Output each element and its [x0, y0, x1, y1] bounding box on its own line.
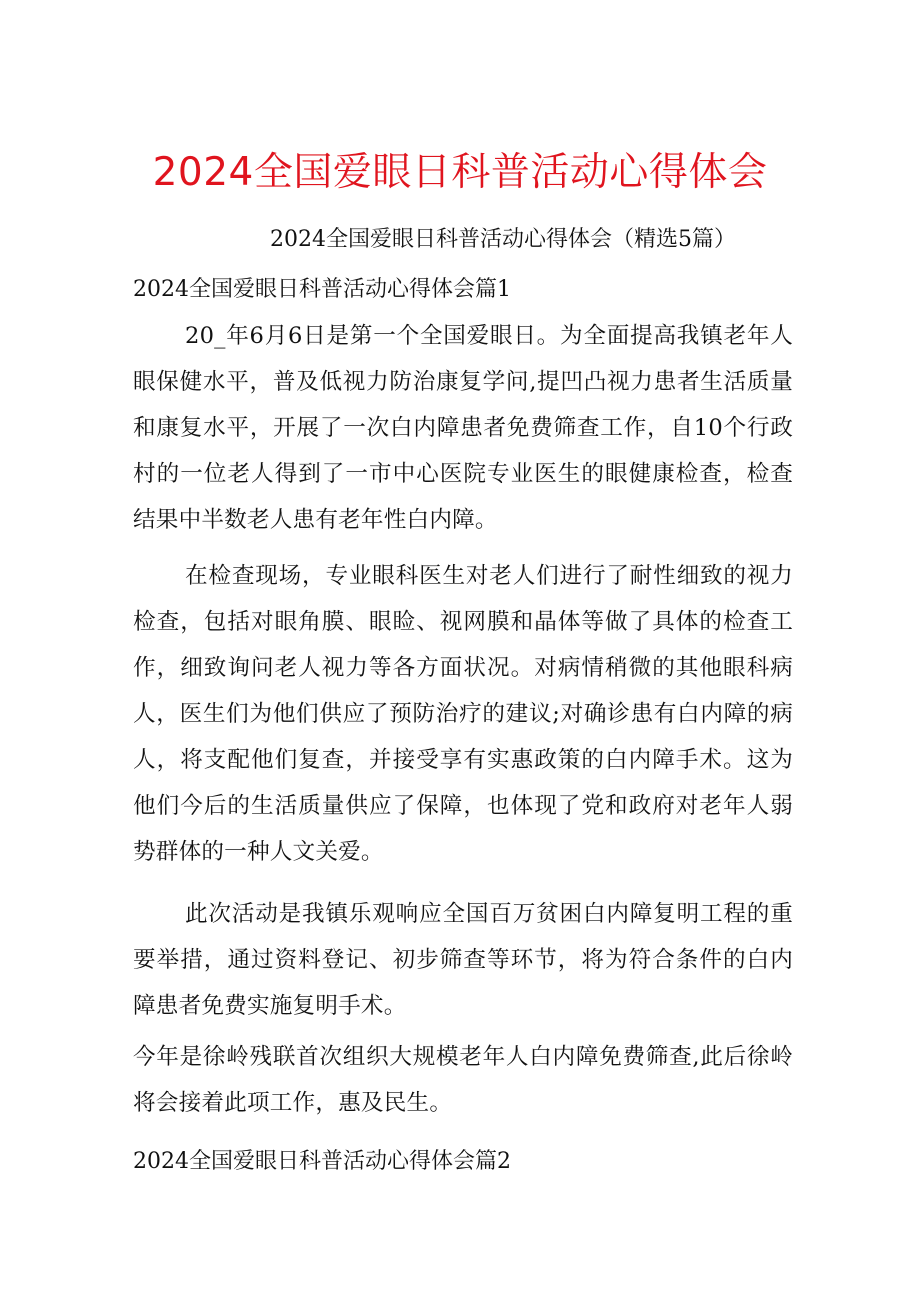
document-title: 2024全国爱眼日科普活动心得体会: [152, 150, 768, 195]
body-paragraph-1: 20_年6月6日是第一个全国爱眼日。为全面提高我镇老年人眼保健水平，普及低视力防治康复学问,提凹凸视力患者生活质量和康复水平，开展了一次白内障患者免费筛查工作，自10个行政村的一位老人得到了一市中心医院专业医生的眼健康检查，检查结果中半数老人患有老年性白内障。: [133, 323, 793, 533]
section-heading-2: 2024全国爱眼日科普活动心得体会篇2: [133, 1149, 511, 1174]
body-paragraph-4: 今年是徐岭残联首次组织大规模老年人白内障免费筛查,此后徐岭将会接着此项工作，惠及民生。: [133, 1044, 793, 1116]
body-paragraph-2: 在检查现场，专业眼科医生对老人们进行了耐性细致的视力检查，包括对眼角膜、眼睑、视网膜和晶体等做了具体的检查工作，细致询问老人视力等各方面状况。对病情稍微的其他眼科病人，医生们为他们供应了预防治疗的建议;对确诊患有白内障的病人，将支配他们复查，并接受享有实惠政策的白内障手术。这为他们今后的生活质量供应了保障，也体现了党和政府对老年人弱势群体的一种人文关爱。: [133, 563, 793, 865]
document-subtitle: 2024全国爱眼日科普活动心得体会（精选5篇）: [270, 227, 736, 252]
section-heading-1: 2024全国爱眼日科普活动心得体会篇1: [133, 277, 511, 302]
body-paragraph-3: 此次活动是我镇乐观响应全国百万贫困白内障复明工程的重要举措，通过资料登记、初步筛查等环节，将为符合条件的白内障患者免费实施复明手术。: [133, 901, 793, 1019]
